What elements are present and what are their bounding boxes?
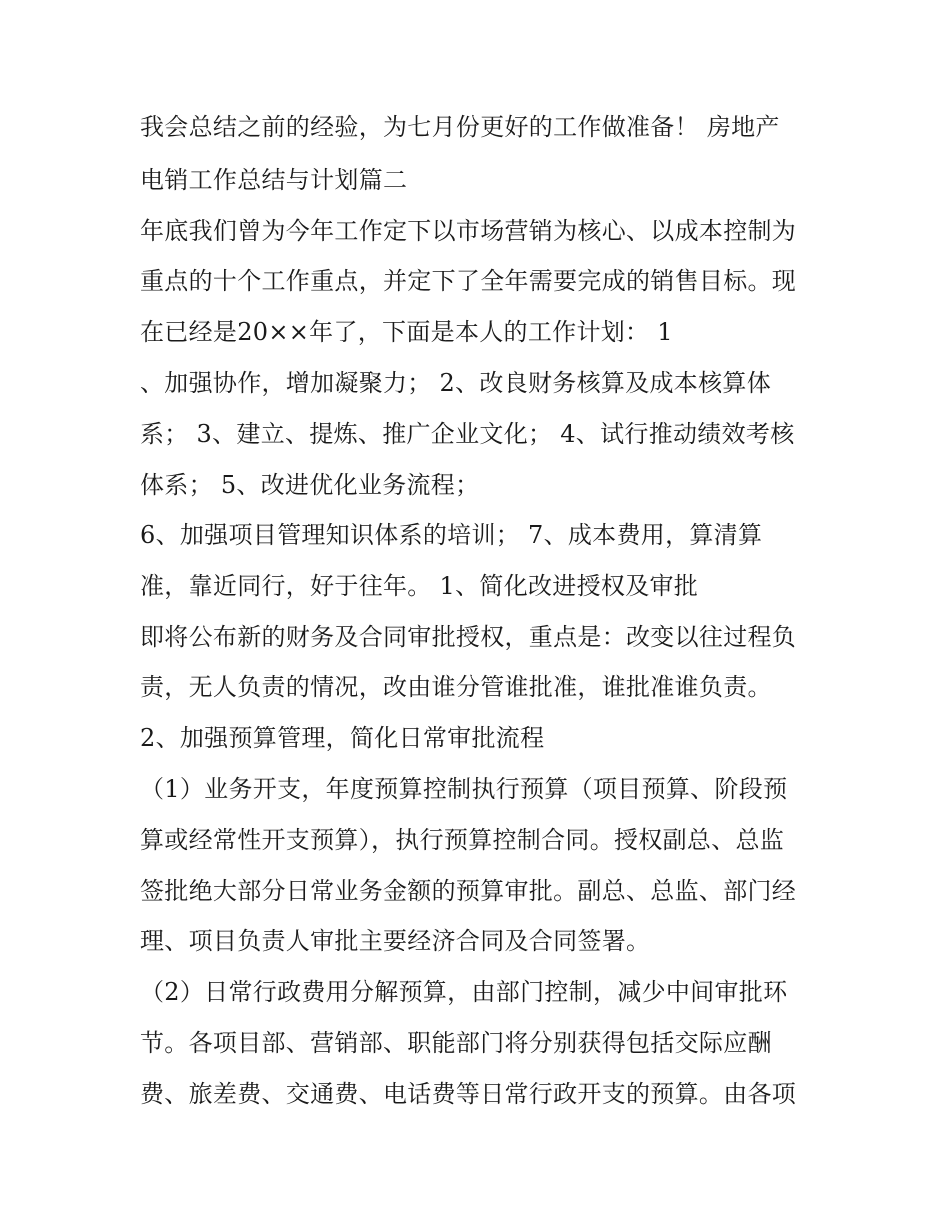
text-line: 节。各项目部、营销部、职能部门将分别获得包括交际应酬	[140, 1029, 772, 1057]
text-line: 即将公布新的财务及合同审批授权，重点是：改变以往过程负	[140, 623, 797, 651]
text-line: 在已经是20××年了，下面是本人的工作计划： 1	[140, 318, 673, 346]
text-line: 算或经常性开支预算），执行预算控制合同。授权副总、总监	[140, 826, 785, 854]
text-line: 系； 3、建立、提炼、推广企业文化； 4、试行推动绩效考核	[140, 420, 795, 448]
text-line: （2）日常行政费用分解预算，由部门控制，减少中间审批环	[140, 978, 788, 1006]
text-line: 、加强协作，增加凝聚力； 2、改良财务核算及成本核算体	[140, 369, 771, 397]
text-line: 年底我们曾为今年工作定下以市场营销为核心、以成本控制为	[140, 217, 797, 245]
text-line: （1）业务开支，年度预算控制执行预算（项目预算、阶段预	[140, 775, 788, 803]
text-line: 签批绝大部分日常业务金额的预算审批。副总、总监、部门经	[140, 877, 797, 905]
text-line: 责，无人负责的情况，改由谁分管谁批准，谁批准谁负责。	[140, 673, 772, 701]
text-line: 我会总结之前的经验，为七月份更好的工作做准备！ 房地产	[140, 113, 780, 141]
text-line: 6、加强项目管理知识体系的培训； 7、成本费用，算清算	[140, 521, 763, 549]
text-line: 费、旅差费、交通费、电话费等日常行政开支的预算。由各项	[140, 1080, 797, 1108]
text-line: 理、项目负责人审批主要经济合同及合同签署。	[140, 927, 651, 955]
text-line: 电销工作总结与计划篇二	[140, 166, 408, 194]
text-line: 2、加强预算管理，简化日常审批流程	[140, 724, 545, 752]
text-line: 体系； 5、改进优化业务流程；	[140, 471, 480, 499]
text-line: 准，靠近同行，好于往年。 1、简化改进授权及审批	[140, 572, 699, 600]
text-line: 重点的十个工作重点，并定下了全年需要完成的销售目标。现	[140, 267, 797, 295]
